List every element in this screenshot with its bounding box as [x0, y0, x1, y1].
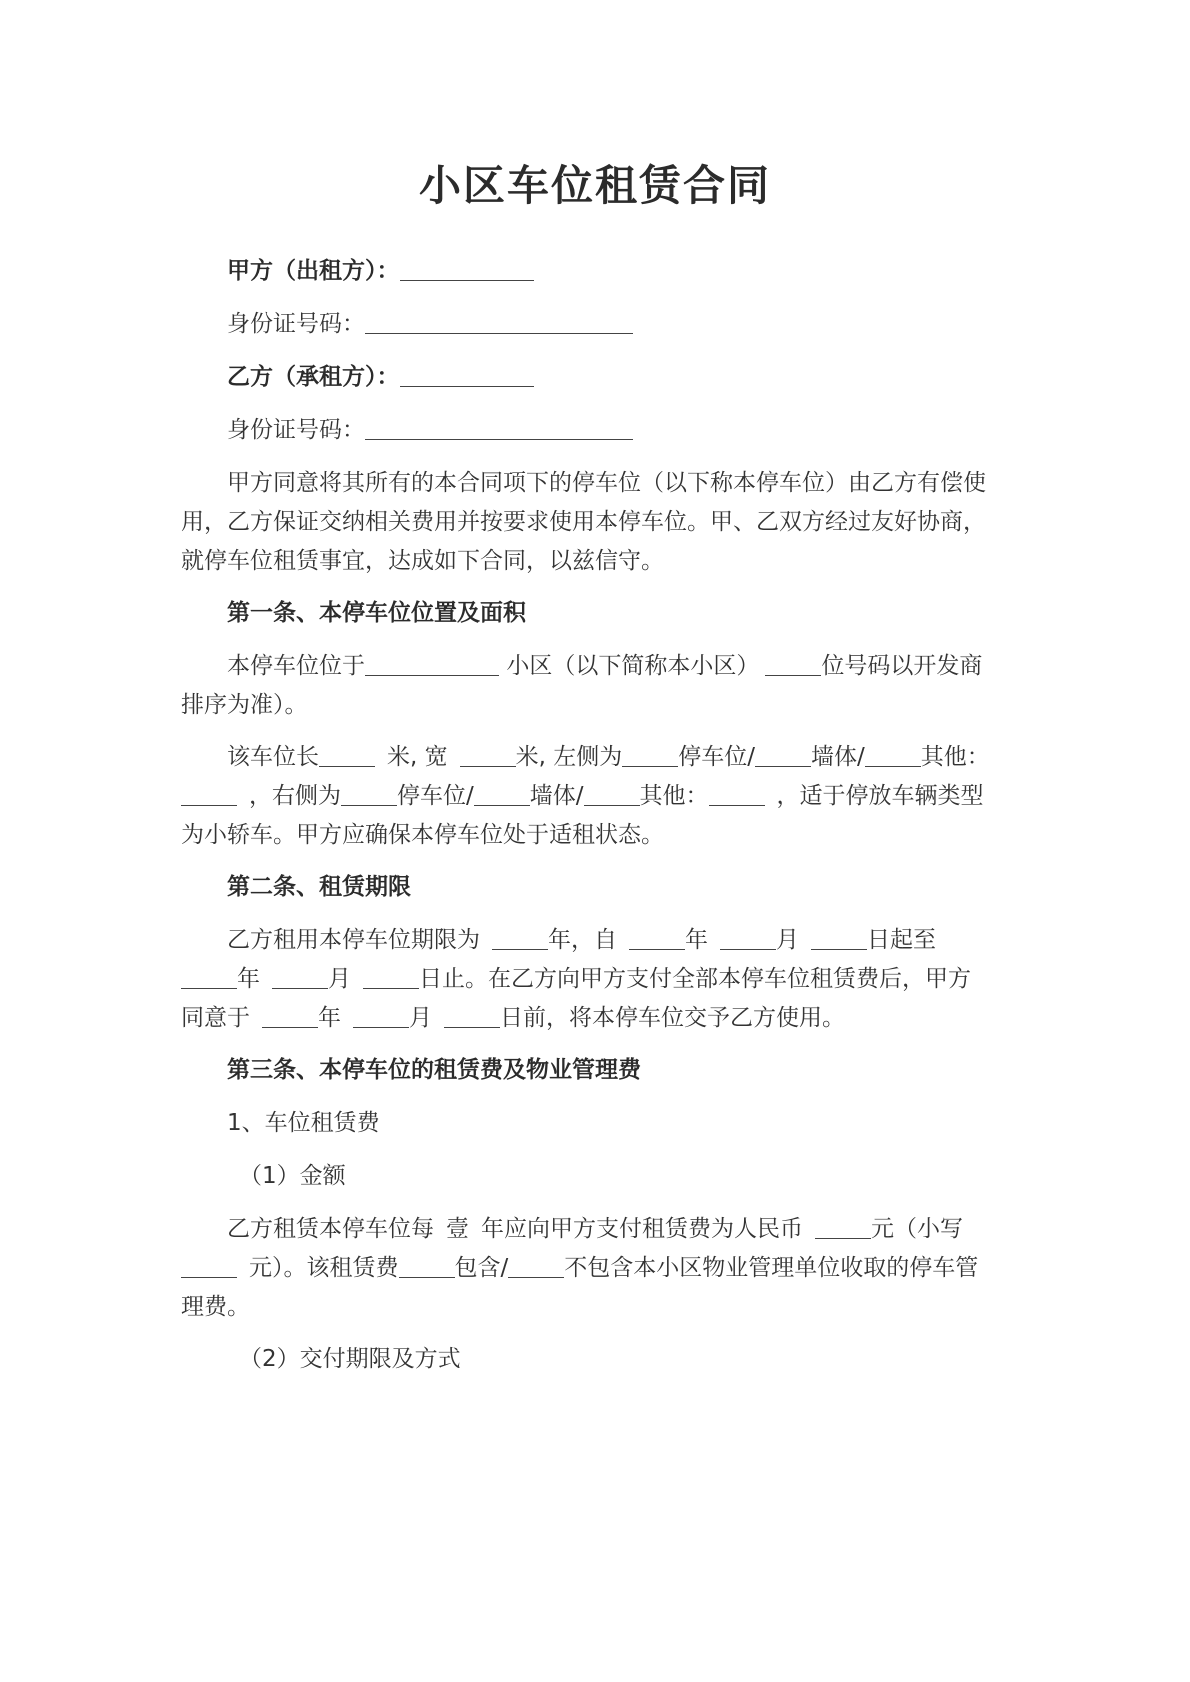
article-2-line-1 — [227, 925, 1067, 955]
article-3-item-1: 1、车位租赁费 — [227, 1110, 380, 1136]
article-2-heading: 第二条、租赁期限 — [227, 874, 411, 900]
a3-text: 不包含本小区物业管理单位收取的停车管 — [564, 1255, 979, 1281]
article-3-fee-line-2 — [181, 1253, 1021, 1283]
a1-text: 米, 宽 — [387, 744, 448, 770]
handover-month-blank — [353, 1003, 409, 1028]
party-a-id-label: 身份证号码： — [227, 311, 365, 337]
party-b-label: 乙方（承租方）： — [227, 364, 400, 390]
start-year-blank — [629, 925, 685, 950]
handover-day-blank — [444, 1003, 500, 1028]
a1-text: 墙体/ — [529, 783, 584, 809]
a2-text: 同意于 — [181, 1005, 250, 1031]
left-other-blank — [865, 742, 921, 767]
a2-text: 年 — [685, 927, 708, 953]
a2-text: 日起至 — [867, 927, 936, 953]
start-month-blank — [720, 925, 776, 950]
party-a-row — [227, 256, 1067, 286]
a2-text: 年 — [318, 1005, 341, 1031]
article-1-p1-line2: 排序为准）。 — [181, 692, 308, 718]
community-blank — [365, 651, 499, 676]
a3-text: 元（小写 — [871, 1216, 963, 1242]
a1-text: 本停车位位于 — [227, 653, 365, 679]
a1-text: 其他： — [920, 744, 990, 770]
party-b-id-row — [227, 415, 1067, 445]
a3-text: 元）。该租赁费 — [249, 1255, 399, 1281]
a2-text: 年，自 — [548, 927, 617, 953]
article-3-fee-line-1 — [227, 1214, 1067, 1244]
article-2-line-3 — [181, 1003, 1021, 1033]
right-other-detail-blank — [709, 781, 765, 806]
space-number-blank — [765, 651, 821, 676]
article-1-p4: 为小轿车。甲方应确保本停车位处于适租状态。 — [181, 822, 664, 848]
party-b-id-label: 身份证号码： — [227, 417, 365, 443]
article-1-p3 — [181, 781, 1021, 811]
a1-text: 小区（以下简称本小区） — [506, 653, 760, 679]
right-other-blank — [584, 781, 640, 806]
intro-line-3: 就停车位租赁事宜，达成如下合同，以兹信守。 — [181, 548, 664, 574]
a1-text: 该车位长 — [227, 744, 319, 770]
a3-text: 乙方租赁本停车位每 — [227, 1216, 434, 1242]
include-blank — [399, 1253, 455, 1278]
a2-text: 日前，将本停车位交予乙方使用。 — [500, 1005, 845, 1031]
article-3-item-1-2: （2）交付期限及方式 — [239, 1346, 461, 1372]
party-b-blank — [400, 362, 534, 387]
article-2-line-2 — [181, 964, 1021, 994]
end-day-blank — [363, 964, 419, 989]
right-wall-blank — [474, 781, 530, 806]
a3-text: 年应向甲方支付租赁费为人民币 — [481, 1216, 803, 1242]
party-b-id-blank — [365, 415, 633, 440]
left-wall-blank — [755, 742, 811, 767]
article-3-item-1-1: （1）金额 — [239, 1163, 346, 1189]
a1-text: 墙体/ — [811, 744, 865, 770]
end-year-blank — [181, 964, 237, 989]
a1-text: 其他： — [639, 783, 709, 809]
a1-text: 位号码以开发商 — [821, 653, 983, 679]
party-a-label: 甲方（出租方）： — [227, 258, 400, 284]
a2-text: 乙方租用本停车位期限为 — [227, 927, 480, 953]
a1-text: 停车位/ — [678, 744, 755, 770]
article-1-heading: 第一条、本停车位位置及面积 — [227, 600, 526, 626]
a1-text: ，右侧为 — [249, 783, 341, 809]
a1-text: ，适于停放车辆类型 — [776, 783, 984, 809]
article-3-fee-line-3: 理费。 — [181, 1294, 250, 1320]
a2-text: 日止。在乙方向甲方支付全部本停车位租赁费后，甲方 — [419, 966, 971, 992]
article-3-heading: 第三条、本停车位的租赁费及物业管理费 — [227, 1057, 641, 1083]
party-a-blank — [400, 256, 534, 281]
handover-year-blank — [262, 1003, 318, 1028]
fee-amount-blank — [815, 1214, 871, 1239]
intro-line-2: 用，乙方保证交纳相关费用并按要求使用本停车位。甲、乙双方经过友好协商， — [181, 509, 986, 535]
party-a-id-blank — [365, 309, 633, 334]
a2-text: 月 — [328, 966, 351, 992]
term-years-blank — [492, 925, 548, 950]
article-1-p1 — [227, 651, 1067, 681]
a2-text: 月 — [776, 927, 799, 953]
document-title: 小区车位租赁合同 — [418, 161, 771, 210]
fee-unit: 壹 — [446, 1216, 469, 1242]
article-1-p2 — [227, 742, 1067, 772]
right-parking-blank — [341, 781, 397, 806]
end-month-blank — [272, 964, 328, 989]
a2-text: 年 — [237, 966, 260, 992]
left-parking-blank — [622, 742, 678, 767]
intro-line-1: 甲方同意将其所有的本合同项下的停车位（以下称本停车位）由乙方有偿使 — [227, 470, 986, 496]
width-blank — [460, 742, 516, 767]
length-blank — [319, 742, 375, 767]
left-other-detail-blank — [181, 781, 237, 806]
start-day-blank — [811, 925, 867, 950]
exclude-blank — [508, 1253, 564, 1278]
a3-text: 包含/ — [454, 1255, 509, 1281]
fee-lowercase-blank — [181, 1253, 237, 1278]
a1-text: 停车位/ — [397, 783, 474, 809]
party-a-id-row — [227, 309, 1067, 339]
a2-text: 月 — [409, 1005, 432, 1031]
a1-text: 米, 左侧为 — [515, 744, 623, 770]
party-b-row — [227, 362, 1067, 392]
